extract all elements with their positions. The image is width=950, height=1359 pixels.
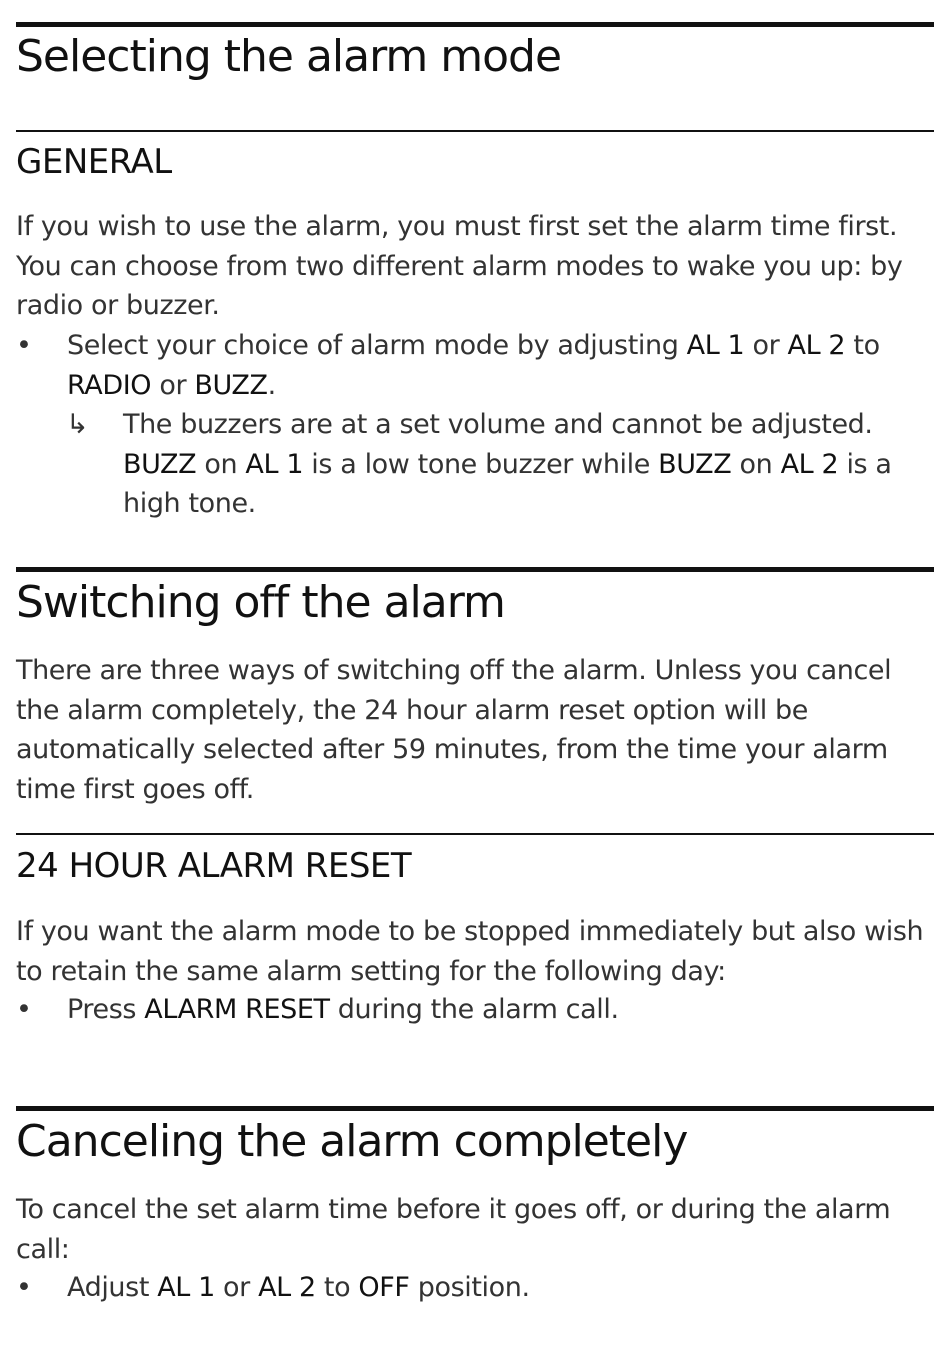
subsection-rule-general (16, 130, 934, 132)
paragraph-canceling-intro: To cancel the set alarm time before it goes off, or during the alarm call: (16, 1194, 891, 1265)
key-al2: AL 2 (258, 1272, 316, 1303)
key-al1: AL 1 (686, 330, 745, 361)
heading-canceling-alarm: Canceling the alarm completely (16, 1116, 688, 1167)
subheading-24-hour-alarm-reset: 24 HOUR ALARM RESET (16, 846, 412, 886)
subsection-rule-reset (16, 833, 934, 835)
key-al1: AL 1 (157, 1272, 215, 1303)
paragraph-general-intro: If you wish to use the alarm, you must first set the alarm time first. You can choose from two different alarm modes to wake you up: by radio or buzzer. (16, 211, 903, 321)
bullet-glyph: • (16, 1272, 32, 1303)
result-arrow-icon: ↳ (66, 409, 89, 440)
subheading-general: GENERAL (16, 142, 172, 182)
section-rule-switching (16, 567, 934, 572)
bullet-glyph: • (16, 330, 32, 361)
heading-selecting-alarm-mode: Selecting the alarm mode (16, 31, 562, 82)
key-radio: RADIO (67, 369, 152, 401)
key-al2: AL 2 (787, 330, 846, 361)
list-item-adjust-off: • Adjust AL 1 or AL 2 to OFF position. (16, 1268, 941, 1308)
section-rule-canceling (16, 1106, 934, 1111)
section-rule-selecting (16, 22, 934, 27)
result-note-buzzer: ↳ The buzzers are at a set volume and cannot be adjusted. BUZZ on AL 1 is a low tone buzzer while BUZZ on AL 2 is a high tone. (66, 405, 941, 524)
key-alarm-reset: ALARM RESET (144, 994, 330, 1025)
bullet-glyph: • (16, 994, 32, 1025)
paragraph-reset-intro: If you want the alarm mode to be stopped immediately but also wish to retain the same alarm setting for the following day: (16, 916, 924, 987)
key-buzz: BUZZ (194, 369, 268, 401)
list-item-select-mode: • Select your choice of alarm mode by adjusting AL 1 or AL 2 to RADIO or BUZZ. (16, 326, 941, 405)
key-off: OFF (358, 1272, 410, 1303)
heading-switching-off-alarm: Switching off the alarm (16, 577, 505, 628)
list-item-press-alarm-reset: • Press ALARM RESET during the alarm call. (16, 990, 941, 1030)
paragraph-switching-intro: There are three ways of switching off the alarm. Unless you cancel the alarm completely, the 24 hour alarm reset option will be automatically selected after 59 minutes, from the time your alarm time first goes off. (16, 655, 892, 805)
